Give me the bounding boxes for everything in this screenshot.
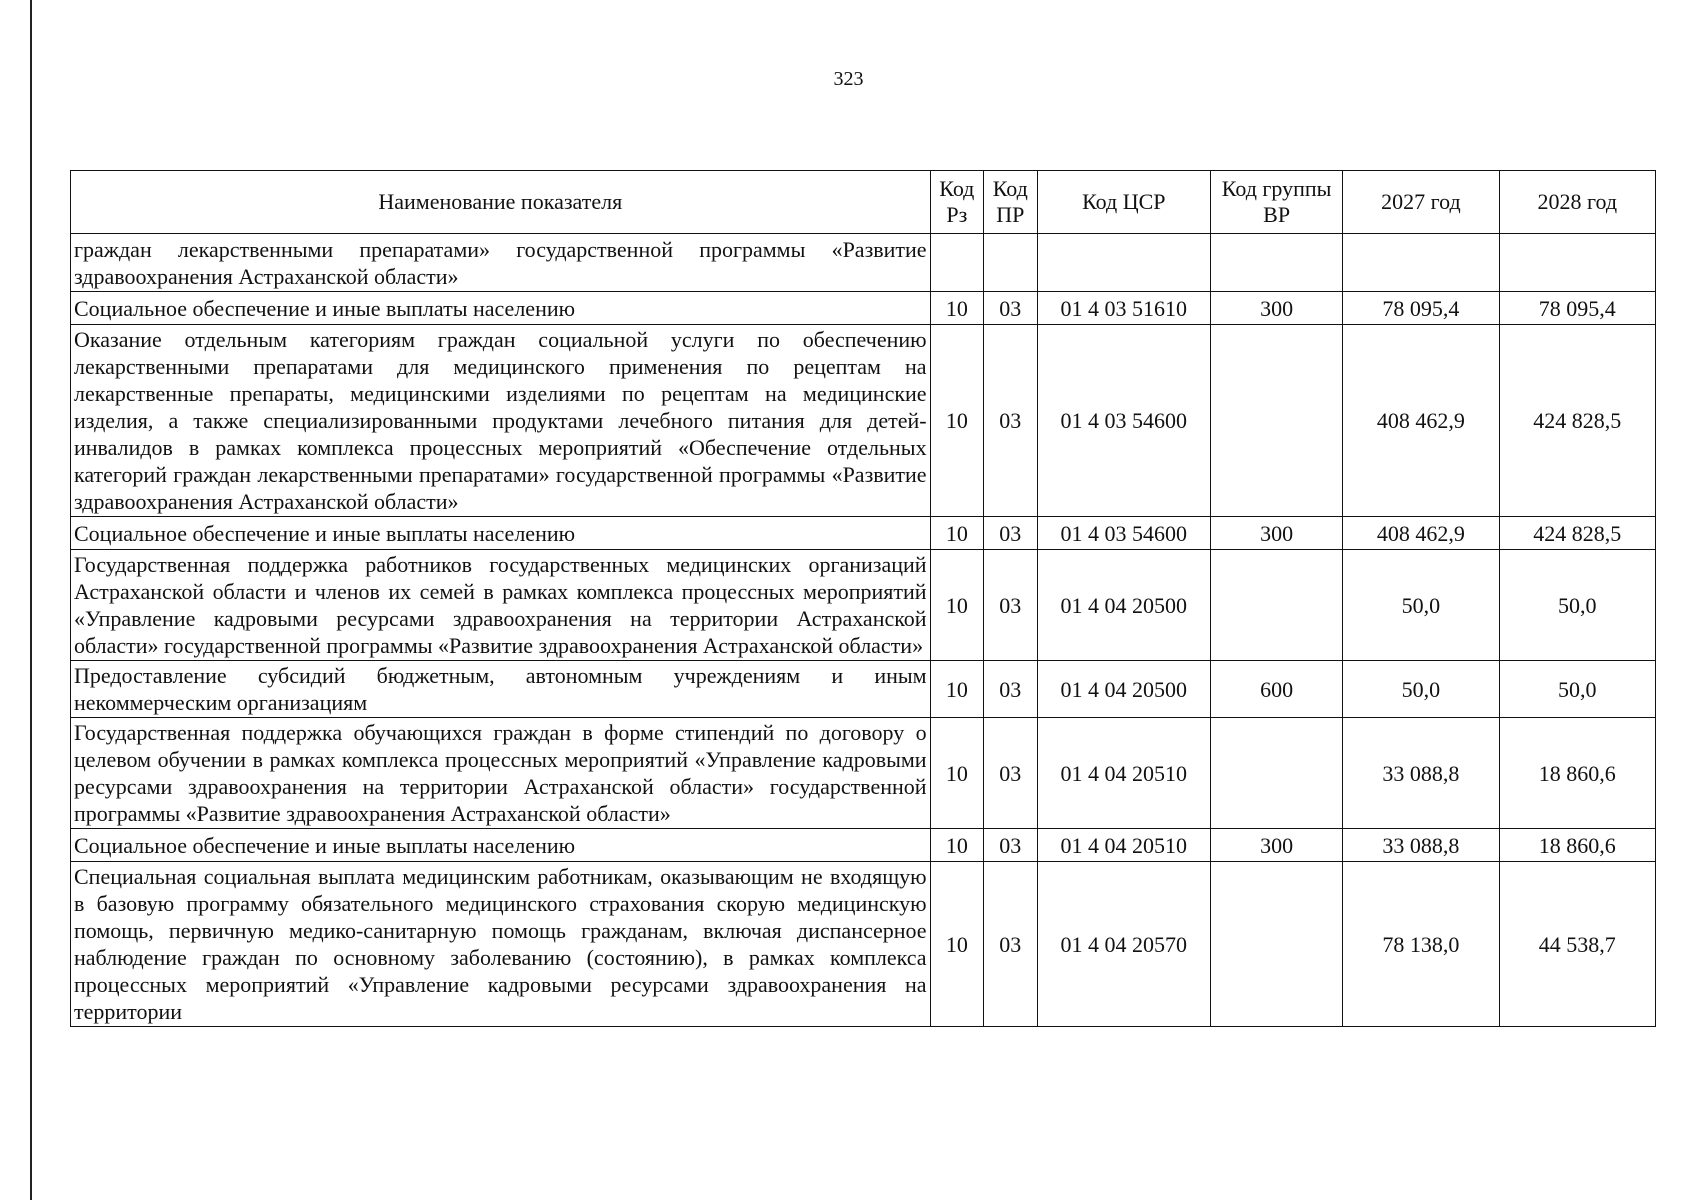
cell-vr: 300 (1211, 517, 1343, 550)
cell-pr: 03 (984, 862, 1037, 1027)
cell-2027: 408 462,9 (1343, 325, 1499, 517)
budget-table (70, 170, 1656, 1027)
header-2028: 2028 год (1499, 171, 1655, 234)
cell-rz: 10 (930, 829, 983, 862)
cell-name: Государственная поддержка работников государственных медицинских организаций Астраханской области и членов их семей в рамках комплекса процессных мероприятий «Управление кадровыми ресурсами здравоохранения на территории Астраханской области» государственной программы «Развитие здравоохранения Астраханской области» (71, 550, 931, 661)
cell-csr: 01 4 04 20510 (1037, 718, 1211, 829)
cell-rz: 10 (930, 718, 983, 829)
cell-csr: 01 4 04 20510 (1037, 829, 1211, 862)
cell-rz: 10 (930, 550, 983, 661)
cell-rz: 10 (930, 862, 983, 1027)
cell-name: Специальная социальная выплата медицинским работникам, оказывающим не входящую в базовую программу обязательного медицинского страхования скорую медицинскую помощь, первичную медико-санитарную помощь гражданам, включая диспансерное наблюдение граждан по основному заболеванию (состоянию), в рамках комплекса процессных мероприятий «Управление кадровыми ресурсами здравоохранения на территории (71, 862, 931, 1027)
cell-vr: 300 (1211, 292, 1343, 325)
cell-rz: 10 (930, 292, 983, 325)
cell-2027: 78 138,0 (1343, 862, 1499, 1027)
cell-csr: 01 4 03 51610 (1037, 292, 1211, 325)
cell-vr (1211, 325, 1343, 517)
cell-name: Социальное обеспечение и иные выплаты населению (71, 517, 931, 550)
cell-2027: 50,0 (1343, 661, 1499, 718)
cell-2028: 18 860,6 (1499, 829, 1655, 862)
cell-2028: 424 828,5 (1499, 517, 1655, 550)
header-2027: 2027 год (1343, 171, 1499, 234)
cell-pr: 03 (984, 661, 1037, 718)
cell-vr (1211, 234, 1343, 292)
cell-pr: 03 (984, 325, 1037, 517)
table-header-row (71, 171, 1656, 234)
cell-vr (1211, 550, 1343, 661)
header-name: Наименование показателя (71, 171, 931, 234)
table-row (71, 661, 1656, 718)
cell-name: Социальное обеспечение и иные выплаты населению (71, 292, 931, 325)
header-vr: Код группы ВР (1211, 171, 1343, 234)
cell-pr (984, 234, 1037, 292)
table-row (71, 292, 1656, 325)
cell-csr (1037, 234, 1211, 292)
header-pr: Код ПР (984, 171, 1037, 234)
cell-2027: 78 095,4 (1343, 292, 1499, 325)
cell-pr: 03 (984, 550, 1037, 661)
cell-pr: 03 (984, 292, 1037, 325)
cell-name: Социальное обеспечение и иные выплаты населению (71, 829, 931, 862)
cell-name: Оказание отдельным категориям граждан социальной услуги по обеспечению лекарственными препаратами для медицинского применения по рецептам на лекарственные препараты, медицинскими изделиями по рецептам на медицинские изделия, а также специализированными продуктами лечебного питания для детей-инвалидов в рамках комплекса процессных мероприятий «Обеспечение отдельных категорий граждан лекарственными препаратами» государственной программы «Развитие здравоохранения Астраханской области» (71, 325, 931, 517)
cell-2028 (1499, 234, 1655, 292)
cell-csr: 01 4 04 20570 (1037, 862, 1211, 1027)
cell-2028: 424 828,5 (1499, 325, 1655, 517)
cell-vr: 600 (1211, 661, 1343, 718)
cell-2028: 50,0 (1499, 550, 1655, 661)
cell-rz: 10 (930, 661, 983, 718)
table-row (71, 234, 1656, 292)
table-row (71, 517, 1656, 550)
cell-vr: 300 (1211, 829, 1343, 862)
cell-rz: 10 (930, 517, 983, 550)
cell-2027 (1343, 234, 1499, 292)
cell-rz: 10 (930, 325, 983, 517)
cell-pr: 03 (984, 517, 1037, 550)
cell-name: Государственная поддержка обучающихся граждан в форме стипендий по договору о целевом обучении в рамках комплекса процессных мероприятий «Управление кадровыми ресурсами здравоохранения на территории Астраханской области» государственной программы «Развитие здравоохранения Астраханской области» (71, 718, 931, 829)
cell-2028: 18 860,6 (1499, 718, 1655, 829)
cell-2028: 78 095,4 (1499, 292, 1655, 325)
table-row (71, 829, 1656, 862)
cell-pr: 03 (984, 718, 1037, 829)
table-row (71, 325, 1656, 517)
cell-2028: 44 538,7 (1499, 862, 1655, 1027)
table-row (71, 718, 1656, 829)
table-row (71, 862, 1656, 1027)
table-row (71, 550, 1656, 661)
header-csr: Код ЦСР (1037, 171, 1211, 234)
binding-margin-line (30, 0, 32, 1200)
cell-2027: 33 088,8 (1343, 718, 1499, 829)
cell-csr: 01 4 04 20500 (1037, 550, 1211, 661)
cell-rz (930, 234, 983, 292)
cell-vr (1211, 718, 1343, 829)
cell-2027: 50,0 (1343, 550, 1499, 661)
page-number: 323 (833, 68, 864, 90)
cell-vr (1211, 862, 1343, 1027)
cell-name: граждан лекарственными препаратами» государственной программы «Развитие здравоохранения Астраханской области» (71, 234, 931, 292)
cell-2027: 33 088,8 (1343, 829, 1499, 862)
cell-2027: 408 462,9 (1343, 517, 1499, 550)
header-rz: Код Рз (930, 171, 983, 234)
cell-csr: 01 4 04 20500 (1037, 661, 1211, 718)
cell-csr: 01 4 03 54600 (1037, 325, 1211, 517)
cell-2028: 50,0 (1499, 661, 1655, 718)
cell-pr: 03 (984, 829, 1037, 862)
cell-name: Предоставление субсидий бюджетным, автономным учреждениям и иным некоммерческим организациям (71, 661, 931, 718)
cell-csr: 01 4 03 54600 (1037, 517, 1211, 550)
